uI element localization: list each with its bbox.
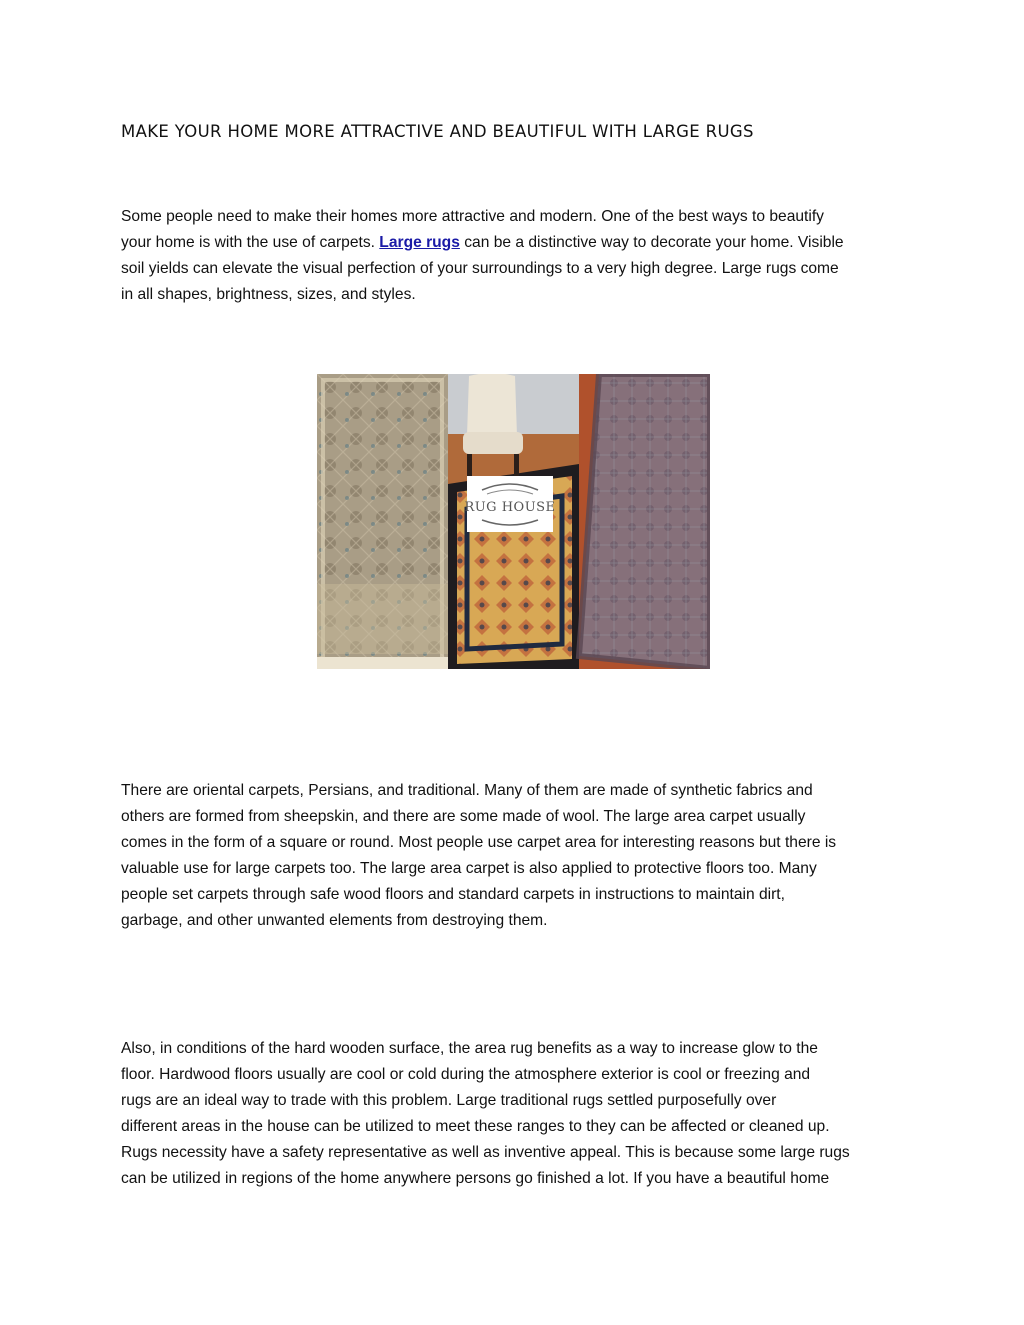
paragraph-line: people set carpets through safe wood floors and standard carpets in instructions to maintain dirt, bbox=[121, 886, 785, 903]
paragraph-line: others are formed from sheepskin, and there are some made of wool. The large area carpet usually bbox=[121, 808, 806, 825]
intro-paragraph bbox=[121, 204, 911, 308]
rug-house-logo bbox=[464, 476, 555, 532]
body-paragraph-2 bbox=[121, 778, 911, 934]
mauve-rug-panel bbox=[579, 374, 710, 669]
paragraph-line: different areas in the house can be utilized to meet these ranges to they can be affected or cleaned up. bbox=[121, 1118, 830, 1135]
large-rugs-link[interactable]: Large rugs bbox=[379, 234, 460, 251]
paragraph-line: valuable use for large carpets too. The large area carpet is also applied to protective floors too. Many bbox=[121, 860, 817, 877]
paragraph-line: There are oriental carpets, Persians, and traditional. Many of them are made of synthetic fabrics and bbox=[121, 782, 813, 799]
text-before-link: your home is with the use of carpets. bbox=[121, 234, 380, 251]
paragraph-line-with-link bbox=[121, 230, 911, 256]
paragraph-line: in all shapes, brightness, sizes, and styles. bbox=[121, 286, 416, 303]
paragraph-line: floor. Hardwood floors usually are cool or cold during the atmosphere exterior is cool or freezing and bbox=[121, 1066, 811, 1083]
rug-collage-image bbox=[317, 374, 710, 669]
paragraph-line: Some people need to make their homes more attractive and modern. One of the best ways to beautify bbox=[121, 208, 824, 225]
paragraph-line: comes in the form of a square or round. Most people use carpet area for interesting reasons but there is bbox=[121, 834, 837, 851]
beige-rug-panel bbox=[317, 374, 448, 669]
paragraph-line: soil yields can elevate the visual perfection of your surroundings to a very high degree. Large rugs come bbox=[121, 260, 839, 277]
paragraph-line: Rugs necessity have a safety representative as well as inventive appeal. This is because some large rugs bbox=[121, 1144, 850, 1161]
text-after-link: can be a distinctive way to decorate your home. Visible bbox=[459, 234, 844, 251]
page-title: MAKE YOUR HOME MORE ATTRACTIVE AND BEAUTIFUL WITH LARGE RUGS bbox=[121, 122, 754, 141]
paragraph-line: garbage, and other unwanted elements from destroying them. bbox=[121, 912, 548, 929]
paragraph-line: can be utilized in regions of the home anywhere persons go finished a lot. If you have a beautiful home bbox=[121, 1170, 830, 1187]
paragraph-line: Also, in conditions of the hard wooden surface, the area rug benefits as a way to increase glow to the bbox=[121, 1040, 818, 1057]
body-paragraph-3 bbox=[121, 1036, 911, 1192]
paragraph-line: rugs are an ideal way to trade with this problem. Large traditional rugs settled purposefully over bbox=[121, 1092, 777, 1109]
svg-text:RUG HOUSE: RUG HOUSE bbox=[464, 500, 556, 515]
